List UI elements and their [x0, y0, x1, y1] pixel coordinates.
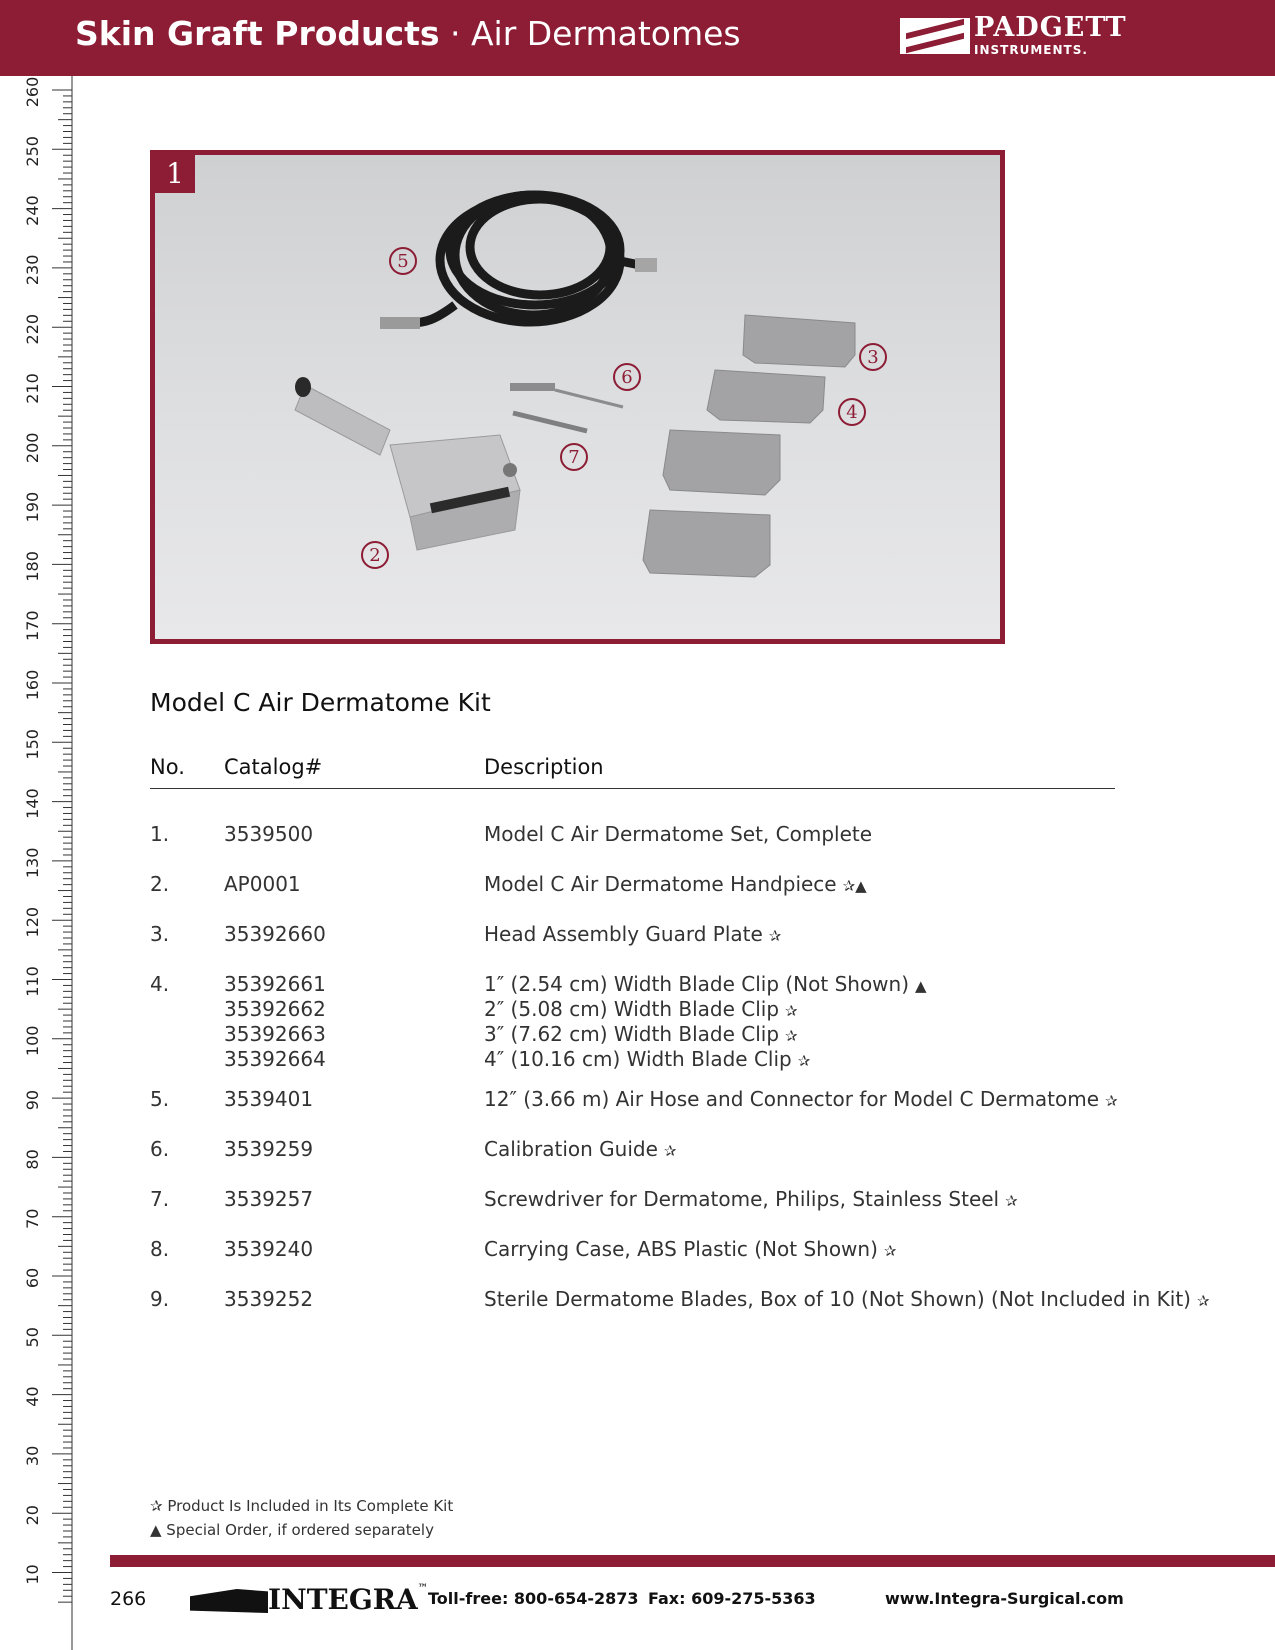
ruler-label: 130: [23, 847, 42, 879]
screwdriver-icon: [513, 413, 587, 431]
padgett-logo: [900, 12, 1128, 58]
catalog-number: 35392660: [224, 922, 326, 946]
ruler-label: 20: [23, 1505, 42, 1526]
column-header-description: Description: [484, 755, 604, 779]
ruler-label: 180: [23, 551, 42, 582]
row-number: 9.: [150, 1287, 170, 1311]
availability-symbols: ▲: [915, 977, 927, 995]
description-text: Sterile Dermatome Blades, Box of 10 (Not Shown) (Not Included in Kit): [484, 1287, 1191, 1311]
availability-symbols: ✰: [797, 1052, 811, 1070]
item-description: [484, 972, 927, 999]
description-text: Calibration Guide: [484, 1137, 658, 1161]
ruler-graphic: [0, 76, 75, 1650]
padgett-brand-name: PADGETT: [974, 12, 1127, 43]
availability-symbols: ✰: [1005, 1192, 1018, 1210]
callout-6: 6: [621, 367, 633, 388]
page-title: [75, 14, 741, 53]
product-photo: [150, 150, 1005, 644]
item-description: [484, 922, 781, 949]
description-text: Head Assembly Guard Plate: [484, 922, 763, 946]
padgett-brand-sub: INSTRUMENTS.: [974, 43, 1088, 57]
column-header-catalog: Catalog#: [224, 755, 323, 779]
callout-7: 7: [568, 447, 580, 468]
kit-illustration: [155, 155, 1000, 639]
ruler-label: 90: [23, 1089, 42, 1111]
description-text: Carrying Case, ABS Plastic (Not Shown): [484, 1237, 878, 1261]
fax-number: Fax: 609-275-5363: [648, 1589, 816, 1608]
catalog-number: 3539257: [224, 1187, 314, 1211]
page-header: [0, 0, 1275, 76]
description-text: 4″ (10.16 cm) Width Blade Clip: [484, 1047, 792, 1071]
ruler-label: 220: [23, 313, 42, 345]
hose-connector-icon: [380, 317, 420, 329]
row-number: 6.: [150, 1137, 170, 1161]
header-divider: [150, 788, 1115, 789]
ruler-label: 60: [23, 1267, 42, 1289]
description-text: 2″ (5.08 cm) Width Blade Clip: [484, 997, 780, 1021]
item-description: [484, 1137, 676, 1164]
ruler-label: 40: [23, 1386, 42, 1407]
ruler-label: 250: [23, 136, 42, 167]
item-description: [484, 997, 798, 1024]
catalog-number: 35392664: [224, 1047, 326, 1071]
mm-ruler: [0, 76, 75, 1650]
integra-logo: [190, 1583, 428, 1617]
ruler-label: 150: [23, 729, 42, 760]
ruler-label: 80: [23, 1149, 42, 1170]
integra-swoosh-icon: [190, 1589, 268, 1613]
padgett-mark-icon: [900, 18, 970, 54]
availability-symbols: ✰: [785, 1002, 798, 1020]
callout-3: 3: [867, 347, 879, 368]
row-number: 1.: [150, 822, 170, 846]
item-description: [484, 1087, 1118, 1114]
catalog-number: 3539401: [224, 1087, 314, 1111]
row-number: 5.: [150, 1087, 170, 1111]
ruler-label: 240: [23, 195, 42, 226]
ruler-label: 100: [23, 1025, 42, 1057]
description-text: Screwdriver for Dermatome, Philips, Stainless Steel: [484, 1187, 1000, 1211]
description-text: 12″ (3.66 m) Air Hose and Connector for Model C Dermatome: [484, 1087, 1100, 1111]
ruler-label: 190: [23, 491, 42, 523]
integra-brand-name: [268, 1583, 428, 1616]
air-hose-icon: [410, 195, 640, 323]
availability-symbols: ✰: [768, 927, 782, 945]
figure-number-badge: 1: [155, 155, 195, 193]
footnote-special-order: ▲ Special Order, if ordered separately: [150, 1521, 434, 1539]
description-text: Model C Air Dermatome Handpiece: [484, 872, 837, 896]
ruler-label: 260: [23, 76, 42, 108]
availability-symbols: ✰: [663, 1142, 677, 1160]
page-number: 266: [110, 1588, 147, 1610]
catalog-number: 3539252: [224, 1287, 314, 1311]
footer-divider: [110, 1555, 1275, 1567]
callout-4: 4: [846, 402, 858, 423]
footnote-included: ✰ Product Is Included in Its Complete Kit: [150, 1497, 454, 1515]
availability-symbols: ✰: [883, 1242, 897, 1260]
ruler-label: 10: [23, 1564, 42, 1585]
catalog-number: 3539240: [224, 1237, 314, 1261]
ruler-label: 140: [23, 788, 42, 819]
ruler-label: 70: [23, 1208, 42, 1229]
catalog-number: 35392662: [224, 997, 326, 1021]
ruler-label: 170: [23, 610, 42, 641]
row-number: 3.: [150, 922, 170, 946]
ruler-label: 30: [23, 1445, 42, 1467]
integra-trademark: ™: [417, 1583, 428, 1594]
row-number: 8.: [150, 1237, 170, 1261]
item-description: [484, 822, 872, 847]
ruler-label: 210: [23, 373, 42, 404]
description-text: 3″ (7.62 cm) Width Blade Clip: [484, 1022, 780, 1046]
dermatome-handpiece-icon: [295, 377, 520, 550]
page-footer: [110, 1585, 1275, 1615]
item-description: [484, 1022, 798, 1049]
row-number: 2.: [150, 872, 170, 896]
item-description: [484, 1187, 1018, 1214]
item-description: [484, 1047, 810, 1074]
catalog-number: 3539500: [224, 822, 314, 846]
guard-plate-icon: [643, 315, 858, 577]
section-title: Model C Air Dermatome Kit: [150, 688, 491, 717]
ruler-label: 230: [23, 254, 42, 286]
item-description: [484, 1237, 896, 1264]
row-number: 7.: [150, 1187, 170, 1211]
ruler-label: 110: [23, 966, 42, 997]
availability-symbols: ✰: [1105, 1092, 1118, 1110]
ruler-label: 160: [23, 669, 42, 701]
calibration-guide-icon: [510, 383, 555, 391]
ruler-label: 120: [23, 906, 42, 938]
title-bold: Skin Graft Products: [75, 14, 440, 53]
catalog-number: 35392663: [224, 1022, 326, 1046]
row-number: 4.: [150, 972, 170, 996]
footnotes: [150, 1494, 453, 1542]
item-description: [484, 1287, 1210, 1314]
ruler-label: 50: [23, 1327, 42, 1348]
availability-symbols: ✰: [785, 1027, 798, 1045]
catalog-number: 3539259: [224, 1137, 314, 1161]
integra-brand-text: INTEGRA: [268, 1583, 418, 1616]
callout-5: 5: [397, 251, 409, 272]
column-header-no: No.: [150, 755, 185, 779]
callout-2: 2: [369, 545, 381, 566]
description-text: 1″ (2.54 cm) Width Blade Clip (Not Shown): [484, 972, 910, 996]
availability-symbols: ✰: [1196, 1292, 1210, 1310]
description-text: Model C Air Dermatome Set, Complete: [484, 822, 873, 846]
item-description: [484, 872, 867, 899]
availability-symbols: ✰▲: [842, 877, 867, 895]
title-light: · Air Dermatomes: [449, 14, 741, 53]
tollfree-number: Toll-free: 800-654-2873: [428, 1589, 639, 1608]
catalog-number: 35392661: [224, 972, 326, 996]
catalog-number: AP0001: [224, 872, 301, 896]
website-link[interactable]: www.Integra-Surgical.com: [885, 1589, 1124, 1608]
ruler-label: 200: [23, 432, 42, 464]
